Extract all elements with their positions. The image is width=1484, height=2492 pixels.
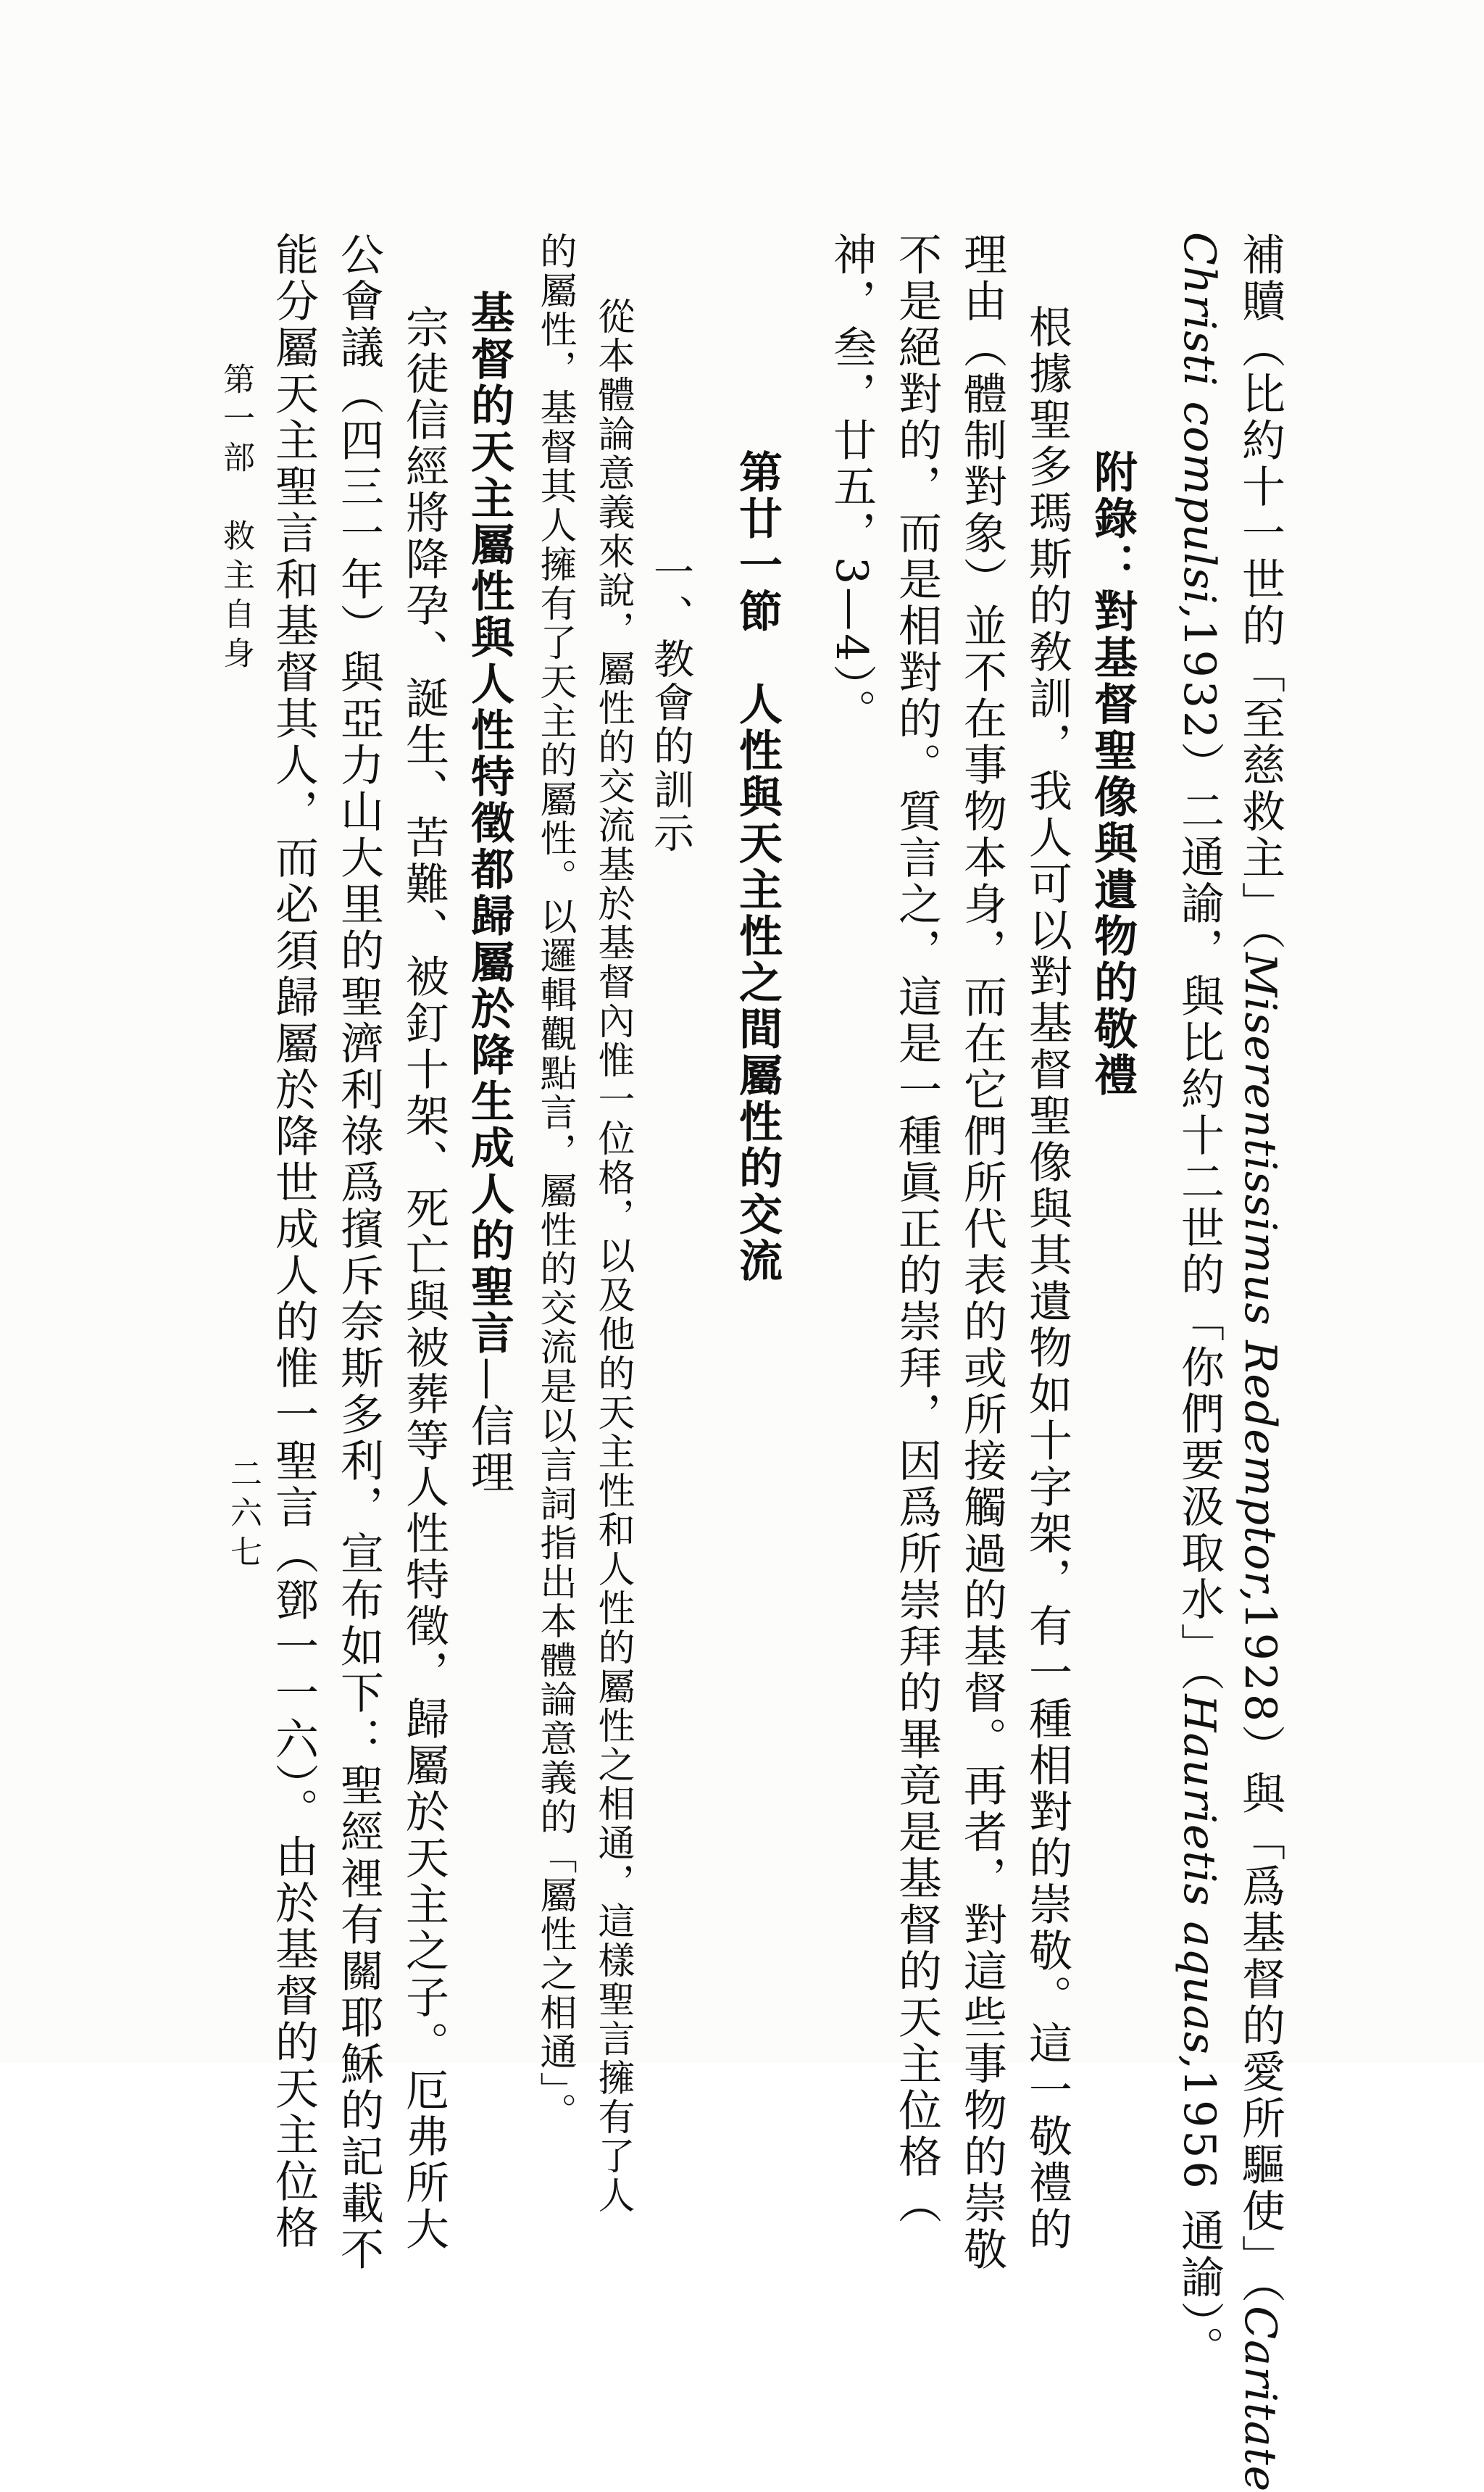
text-line: 根據聖多瑪斯的敎訓，我人可以對基督聖像與其遺物如十字架，有一種相對的崇敬。這一敬禮的 [1022, 304, 1072, 2253]
latin-title: Haurietis aquas, [1174, 1694, 1225, 2069]
text-line: 理由（體制對象）並不在事物本身，而在它們所代表的或所接觸過的基督。再者，對這些事物的崇敬 [956, 232, 1007, 2273]
text-segment: 1932）二通諭，與比約十二世的「你們要汲取水」（ [1174, 619, 1225, 1695]
text-line: 的屬性，基督其人擁有了天主的屬性。以邏輯觀點言，屬性的交流是以言詞指出本體論意義的「屬性之相通」。 [533, 232, 576, 2132]
text-line [1230, 232, 1291, 2492]
text-segment: 補贖（比約十一世的「至慈救主」（ [1235, 232, 1285, 952]
text-line [1169, 232, 1230, 2372]
running-footer: 第一部 救主自身 [217, 362, 254, 676]
latin-title: Miserentissimus Redemptor, [1235, 952, 1285, 1603]
dogma-heading [459, 290, 520, 1496]
text-line: 宗徒信經將降孕、誕生、苦難、被釘十架、死亡與被葬等人性特徵，歸屬於天主之子。厄弗所大 [399, 304, 449, 2253]
dogma-heading-bold: 基督的天主屬性與人性特徵都歸屬於降生成人的聖言 [464, 290, 514, 1357]
subheading: 一、教會的訓示 [647, 551, 694, 855]
text-segment: 1956 通諭）。 [1174, 2069, 1225, 2372]
text-line: 公會議（四三一年）與亞力山大里的聖濟利祿爲擯斥奈斯多利，宣布如下：聖經裡有關耶穌的記載不 [333, 232, 384, 2273]
text-line: 從本體論意義來說，屬性的交流基於基督內惟一位格，以及他的天主性和人性的屬性之相通，這樣聖言擁有了人 [591, 297, 634, 2215]
section-title: 第廿一節 人性與天主性之間屬性的交流 [732, 449, 783, 1284]
text-line: 不是絕對的，而是相對的。質言之，這是一種眞正的崇拜，因爲所崇拜的畢竟是基督的天主位格（ [891, 232, 942, 2227]
appendix-heading: 附錄：對基督聖像與遺物的敬禮 [1087, 449, 1138, 1099]
text-segment: 1928）與「爲基督的愛所驅使」（ [1235, 1602, 1285, 2306]
latin-title: Caritate [1235, 2306, 1285, 2492]
latin-title: Christi compulsi, [1174, 232, 1225, 620]
text-line: 神，叁，廿五，3—4）。 [826, 232, 877, 736]
dogma-heading-label: —信理 [464, 1357, 514, 1496]
page-number: 二六七 [225, 1457, 262, 1574]
text-line: 能分屬天主聖言和基督其人，而必須歸屬於降世成人的惟一聖言（鄧一一六）。由於基督的天主位格 [268, 232, 319, 2251]
